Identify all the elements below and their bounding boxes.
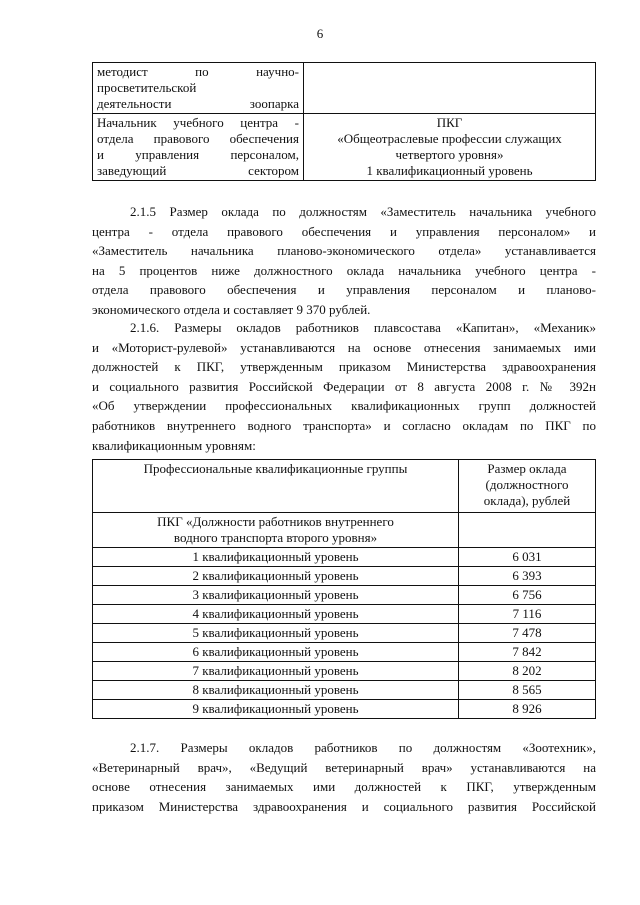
text-line: и «Моторист-рулевой» устанавливаются на основе отнесения занимаемых ими [92,339,596,355]
level-value: 7 478 [459,624,596,643]
pkg-cell [304,114,596,181]
level-name: 5 квалификационный уровень [93,624,459,643]
level-name: 9 квалификационный уровень [93,700,459,719]
level-value: 8 565 [459,681,596,700]
cell-line: ПКГ «Должности работников внутреннего [157,514,394,529]
table-row [93,624,596,643]
table-row [93,567,596,586]
text-line: квалификационным уровням: [92,437,256,453]
text-line: приказом Министерства здравоохранения и социального развития Российской [92,798,596,814]
level-name: 3 квалификационный уровень [93,586,459,605]
pkg-cell [304,63,596,114]
salary-table [92,459,596,719]
cell-line: заведующий сектором [97,163,299,178]
text-line: на 5 процентов ниже должностного оклада начальника учебного центра - [92,262,596,278]
level-value: 6 031 [459,548,596,567]
table-row [93,63,596,114]
table-row [93,114,596,181]
empty-cell [459,513,596,548]
level-value: 7 116 [459,605,596,624]
table-row [93,643,596,662]
text-line: экономического отдела и составляет 9 370 рублей. [92,301,371,317]
text-line: «Об утверждении профессиональных квалификационных групп должностей [92,398,596,414]
cell-line: четвертого уровня» [395,147,504,162]
cell-line: водного транспорта второго уровня» [173,530,378,545]
table-row [93,681,596,700]
cell-line: Размер оклада [487,461,567,476]
cell-line: отдела правового обеспечения [97,131,299,146]
level-name: 8 квалификационный уровень [93,681,459,700]
cell-line: деятельности зоопарка [97,96,299,111]
text-line: и социального развития Российской Федерации от 8 августа 2008 г. № 392н [92,378,596,394]
position-cell [93,63,304,114]
table-header-row [93,460,596,513]
text-line: отдела правового обеспечения и управления персоналом и планово- [92,282,596,298]
paragraph-2-1-6 [92,318,596,455]
text-line: 2.1.7. Размеры окладов работников по должностям «Зоотехник», [130,740,596,755]
table-row [93,586,596,605]
paragraph-2-1-5 [92,202,596,320]
cell-line: методист по научно- [97,64,299,79]
text-line: 2.1.6. Размеры окладов работников плавсостава «Капитан», «Механик» [130,320,596,335]
cell-line: (должностного [485,477,569,492]
level-name: 4 квалификационный уровень [93,605,459,624]
cell-line: ПКГ [436,115,463,130]
cell-line: «Общеотраслевые профессии служащих [337,131,562,146]
level-value: 6 756 [459,586,596,605]
level-value: 6 393 [459,567,596,586]
level-name: 7 квалификационный уровень [93,662,459,681]
position-cell [93,114,304,181]
level-value: 8 202 [459,662,596,681]
text-line: 2.1.5 Размер оклада по должностям «Заместитель начальника учебного [130,204,596,219]
header-salary [459,460,596,513]
paragraph-2-1-7 [92,738,596,816]
level-name: 1 квалификационный уровень [93,548,459,567]
positions-table [92,62,596,181]
cell-line: оклада), рублей [483,493,571,508]
text-line: центра - отдела правового обеспечения и управления персоналом» и [92,223,596,239]
text-line: «Заместитель начальника планово-экономического отдела» устанавливается [92,243,596,259]
table-row [93,662,596,681]
cell-line: 1 квалификационный уровень [366,163,533,178]
level-value: 8 926 [459,700,596,719]
level-value: 7 842 [459,643,596,662]
cell-line: и управления персоналом, [97,147,299,162]
page-number: 6 [316,26,324,41]
group-title [93,513,459,548]
table-row [93,605,596,624]
table-row [93,548,596,567]
text-line: основе отнесения занимаемых ими должностей к ПКГ, утвержденным [92,779,596,795]
table-row [93,513,596,548]
level-name: 6 квалификационный уровень [93,643,459,662]
header-groups: Профессиональные квалификационные группы [93,460,459,513]
text-line: работников внутреннего водного транспорта» и согласно окладам по ПКГ по [92,417,596,433]
text-line: «Ветеринарный врач», «Ведущий ветеринарный врач» устанавливаются на [92,759,596,775]
text-line: должностей к ПКГ, утвержденным приказом Министерства здравоохранения [92,359,596,375]
cell-line: Начальник учебного центра - [97,115,299,130]
level-name: 2 квалификационный уровень [93,567,459,586]
table-row [93,700,596,719]
cell-line: просветительской [97,80,197,95]
